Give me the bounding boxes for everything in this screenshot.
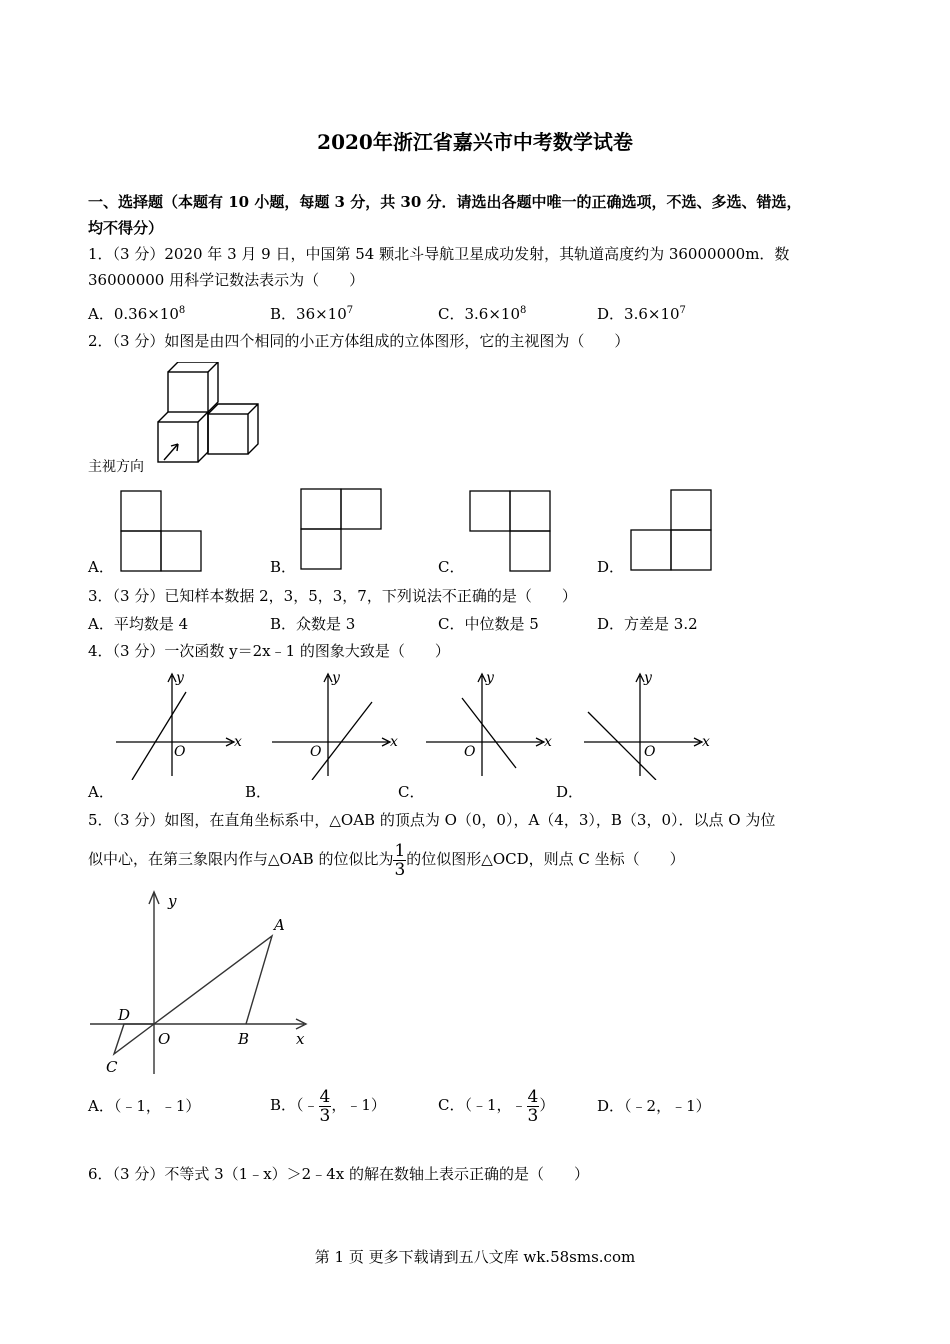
q5-text-line2: 似中心，在第三象限内作与△OAB 的位似比为 $\frac{1}{3}$ 的位似图形△OCD，则点 C 坐标（ ） <box>88 840 685 880</box>
q4-option-a-graph <box>112 668 252 780</box>
q4-text: 4．（3 分）一次函数 y＝2x﹣1 的图象大致是（ ） <box>88 642 450 660</box>
q4-a-origin-label: O <box>174 744 186 760</box>
q4-a-x-label: x <box>234 734 242 750</box>
q4-option-c: C． <box>398 783 425 801</box>
q2-option-d-figure <box>630 489 715 571</box>
q1-option-c: C．$3.6\times 10^8$ <box>438 305 527 323</box>
q5-option-d: D．（﹣2，﹣1） <box>597 1097 711 1115</box>
q3-text: 3．（3 分）已知样本数据 2，3，5，3，7，下列说法不正确的是（ ） <box>88 587 577 605</box>
q2-option-a-figure <box>120 490 205 572</box>
q6-text: 6．（3 分）不等式 3（1﹣x）＞2﹣4x 的解在数轴上表示正确的是（ ） <box>88 1165 589 1183</box>
q1-text-line2: 36000000 用科学记数法表示为（ ） <box>88 271 365 289</box>
q1-text-line1: 1．（3 分）2020 年 3 月 9 日，中国第 54 颗北斗导航卫星成功发射，其轨道高度约为 36000000m．数 <box>88 245 790 263</box>
q4-d-y-label: y <box>644 670 652 686</box>
page-title: 2020年浙江省嘉兴市中考数学试卷 <box>317 130 633 154</box>
q5-point-d-label: D <box>118 1006 131 1024</box>
q4-option-c-graph <box>422 668 562 780</box>
q4-option-a: A． <box>88 783 114 801</box>
q2-cube-figure <box>150 362 270 467</box>
q4-c-y-label: y <box>486 670 494 686</box>
q2-direction-label: 主视方向 <box>88 459 144 475</box>
q5-option-a: A．（﹣1，﹣1） <box>88 1097 201 1115</box>
q4-option-b-graph <box>268 668 408 780</box>
q5-option-c: C．（﹣1，﹣ $\frac{4}{3}$ ） <box>438 1086 555 1126</box>
q2-option-c: C． <box>438 558 465 576</box>
q4-b-x-label: x <box>390 734 398 750</box>
q3-option-a: A．平均数是 4 <box>88 615 189 633</box>
q5-y-label: y <box>168 892 177 910</box>
q4-d-x-label: x <box>702 734 710 750</box>
q2-option-b: B． <box>270 558 297 576</box>
q2-option-a: A． <box>88 558 114 576</box>
section-heading-line2: 均不得分） <box>88 219 164 237</box>
q5-figure <box>88 888 318 1078</box>
q4-d-origin-label: O <box>644 744 656 760</box>
page-footer: 第 1 页 更多下载请到五八文库 wk.58sms.com <box>314 1248 636 1266</box>
q2-option-d: D． <box>597 558 625 576</box>
q1-option-a: A．$0.36\times 10^8$ <box>88 305 186 323</box>
q5-option-b: B．（﹣ $\frac{4}{3}$ ，﹣1） <box>270 1086 386 1126</box>
q5-point-b-label: B <box>238 1030 250 1048</box>
q4-b-origin-label: O <box>310 744 322 760</box>
q5-point-a-label: A <box>274 916 285 934</box>
q5-origin-label: O <box>158 1030 171 1048</box>
section-heading-line1: 一、选择题（本题有 10 小题，每题 3 分，共 30 分．请选出各题中唯一的正确选项，不选、多选、错选， <box>88 193 802 211</box>
q5-text-line1: 5．（3 分）如图，在直角坐标系中，△OAB 的顶点为 O（0，0），A（4，3），B（3，0）．以点 O 为位 <box>88 811 776 829</box>
q1-option-d: D．$3.6\times 10^7$ <box>597 305 686 323</box>
q4-c-x-label: x <box>544 734 552 750</box>
q4-a-y-label: y <box>176 670 184 686</box>
q4-option-d-graph <box>580 668 720 780</box>
q5-x-label: x <box>296 1030 305 1048</box>
q3-option-d: D．方差是 3.2 <box>597 615 698 633</box>
q2-text: 2．（3 分）如图是由四个相同的小正方体组成的立体图形，它的主视图为（ ） <box>88 332 630 350</box>
q2-option-c-figure <box>469 490 554 572</box>
q4-b-y-label: y <box>332 670 340 686</box>
q5-point-c-label: C <box>106 1058 118 1076</box>
q2-option-b-figure <box>300 488 385 570</box>
q3-option-b: B．众数是 3 <box>270 615 356 633</box>
q4-option-b: B． <box>245 783 272 801</box>
q3-option-c: C．中位数是 5 <box>438 615 539 633</box>
q1-option-b: B．$36\times 10^7$ <box>270 305 354 323</box>
q4-option-d: D． <box>556 783 584 801</box>
q4-c-origin-label: O <box>464 744 476 760</box>
